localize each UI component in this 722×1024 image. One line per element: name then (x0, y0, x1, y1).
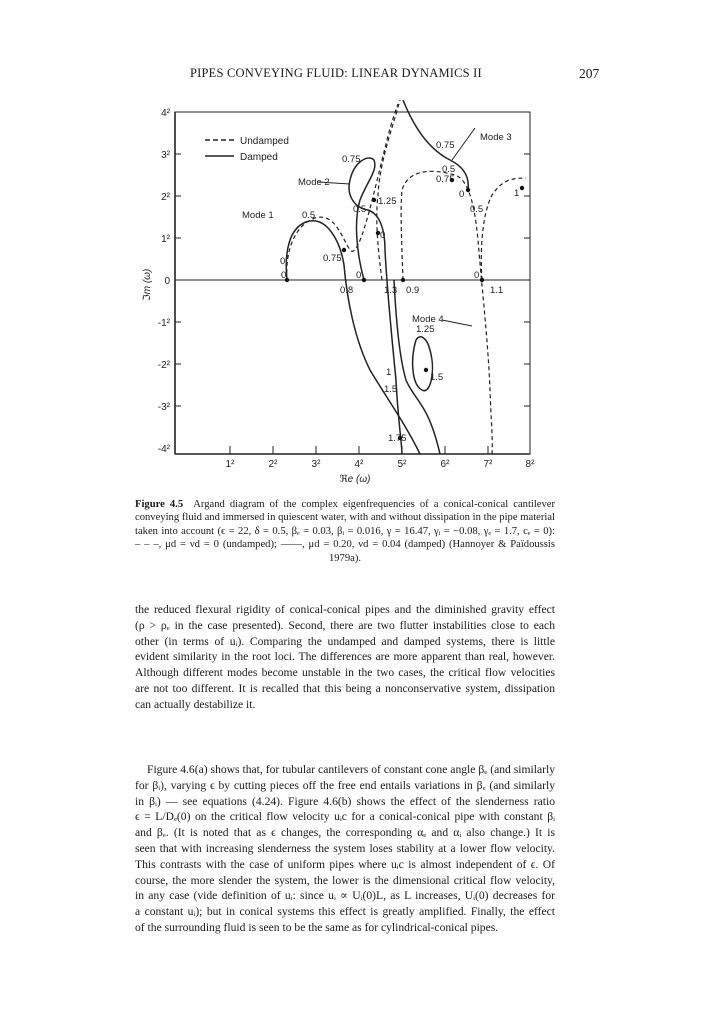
point-label: 1.75 (388, 433, 407, 444)
x-tick-label: 1² (225, 459, 235, 470)
text-line: This contrasts with the case of uniform pipes where uᵢc is almost independent of ϵ. Of (135, 857, 555, 871)
text-line: ϵ = L/Dₑ(0) on the critical flow velocity uᵢc for a conical-conical pipe with constant βᵢ (135, 810, 555, 824)
x-tick-label: 4² (354, 459, 364, 470)
figure-caption (135, 498, 555, 565)
point-label: 0.75 (436, 174, 455, 185)
point-marker (466, 188, 470, 192)
point-label: 0.5 (442, 164, 456, 175)
text-line: the reduced flexural rigidity of conical-conical pipes and the diminished gravity effect (135, 603, 555, 616)
caption-figure-label: Figure 4.5 (135, 499, 184, 510)
point-label: 1.5 (430, 372, 444, 383)
mode-2-label: Mode 2 (298, 177, 330, 188)
caption-line: – – –, μd = νd = 0 (undamped); ——, μd = 0.20, νd = 0.04 (damped) (Hannoyer & Païdoussis (135, 539, 555, 551)
mode-4-pointer (442, 320, 472, 326)
point-label: 0.5 (302, 210, 316, 221)
x-axis-label: ℜe (ω) (339, 474, 371, 485)
mode-3-pointer (452, 128, 475, 160)
text-line: can actually destabilize it. (135, 697, 256, 711)
x-tick-label: 5² (397, 459, 407, 470)
point-label: 1.5 (384, 384, 398, 395)
running-title: PIPES CONVEYING FLUID: LINEAR DYNAMICS II (190, 66, 482, 80)
y-tick-label: 3² (161, 150, 170, 161)
text-line: course, the more slender the system, the lower is the dimensional critical flow velocity, (135, 873, 555, 887)
point-label: 0.75 (436, 140, 455, 151)
body-paragraph-1 (135, 602, 555, 713)
y-tick-label: -1² (157, 318, 170, 329)
y-tick-label: 1² (161, 234, 170, 245)
point-marker (480, 278, 484, 282)
point-marker (362, 278, 366, 282)
legend-damped-label: Damped (240, 152, 278, 163)
point-label: 0 (356, 270, 362, 281)
text-line: seen that with increasing slenderness the system loses stability at a lower flow velocity. (135, 841, 555, 855)
x-ticks (230, 446, 488, 454)
point-label: 1.1 (490, 285, 504, 296)
point-label: 1.25 (416, 324, 435, 335)
caption-line: conveying fluid and immersed in quiescent water, with and without dissipation in the pipe material (135, 512, 555, 524)
point-marker (372, 198, 376, 202)
text-line: for βᵢ), varying ϵ by cutting pieces off the free end entails variations in βₑ (and similarly (135, 778, 555, 792)
point-label: 0 (474, 270, 480, 281)
x-tick-label: 6² (440, 459, 450, 470)
point-label: 0 (380, 230, 386, 241)
text-line: and βₑ. (It is noted that as ϵ changes, the corresponding αₑ and αᵢ also change.) It is (135, 826, 555, 840)
text-line: in any case (vide definition of uᵢ: since uᵢ ∝ Uᵢ(0)L, as L increases, Uᵢ(0) decreases for (135, 889, 555, 903)
point-label: 0.9 (406, 285, 420, 296)
caption-line: taken into account (ϵ = 22, δ = 0.5, βₑ = 0.03, βᵢ = 0.016, γ = 16.47, γᵢ = −0.08, γₑ = 1.7, cₑ = 0): (135, 525, 555, 537)
mode-4-label: Mode 4 (412, 314, 444, 325)
argand-diagram (130, 100, 560, 490)
point-label: 0 (459, 189, 465, 200)
y-tick-label: -2² (157, 360, 170, 371)
point-label: 0.5 (470, 204, 484, 215)
point-marker (342, 248, 346, 252)
text-line: a constant uᵢ); but in conical systems this effect is greatly amplified. Finally, the effect (135, 905, 555, 919)
text-line: in βᵢ) — see equations (4.24). Figure 4.6(b) shows the effect of the slenderness ratio (135, 794, 555, 808)
y-tick-label: -4² (157, 444, 170, 455)
text-line: of the surrounding fluid is seen to be the same as for cylindrical-conical pipes. (135, 920, 499, 934)
point-label: 0 (281, 270, 287, 281)
y-tick-label: 2² (161, 192, 170, 203)
y-tick-label: -3² (157, 402, 170, 413)
undamped-mode-4 (377, 100, 400, 280)
text-line: Although different modes become unstable in the two cases, the critical flow velocities (135, 666, 555, 680)
point-label: 0.8 (340, 285, 354, 296)
y-tick-label: 4² (161, 108, 170, 119)
caption-line: 1979a). (328, 552, 362, 564)
point-label: 1.3 (384, 285, 398, 296)
point-label: 1 (386, 367, 392, 378)
x-tick-label: 3² (311, 459, 321, 470)
text-line: Figure 4.6(a) shows that, for tubular cantilevers of constant cone angle βₑ (and similarly (147, 763, 555, 776)
point-label: 0.75 (342, 154, 361, 165)
body-paragraph-2 (135, 762, 555, 936)
legend-undamped-label: Undamped (240, 136, 289, 147)
point-marker (424, 368, 428, 372)
page-number: 207 (579, 66, 600, 81)
x-tick-label: 8² (525, 459, 535, 470)
caption-line: Argand diagram of the complex eigenfrequencies of a conical-conical cantilever (193, 499, 555, 510)
page-header (0, 66, 722, 86)
point-label: 1 (514, 188, 520, 199)
text-line: are not too different. It is recalled that this being a nonconservative system, dissipation (135, 681, 555, 695)
x-tick-label: 2² (268, 459, 278, 470)
point-label: 0.5 (353, 204, 367, 215)
point-marker (520, 186, 524, 190)
y-axis-label: ℑm (ω) (142, 268, 153, 302)
point-label: 0.75 (323, 253, 342, 264)
y-tick-label: 0 (164, 276, 170, 287)
damped-mode-1 (286, 221, 420, 454)
mode-1-label: Mode 1 (242, 210, 274, 221)
point-marker (401, 278, 405, 282)
point-label: 0 (280, 256, 286, 267)
text-line: other (in terms of uᵢ). Comparing the undamped and damped systems, there is little (135, 634, 555, 648)
text-line: evident similarity in the root loci. The differences are more apparent than real, however. (135, 650, 555, 664)
point-label: 1.25 (378, 196, 397, 207)
x-tick-label: 7² (483, 459, 493, 470)
text-line: (ρ > ρₑ in the case presented). Second, there are two flutter instabilities close to each (135, 618, 555, 632)
mode-3-label: Mode 3 (480, 132, 512, 143)
undamped-mode-1 (287, 104, 398, 280)
